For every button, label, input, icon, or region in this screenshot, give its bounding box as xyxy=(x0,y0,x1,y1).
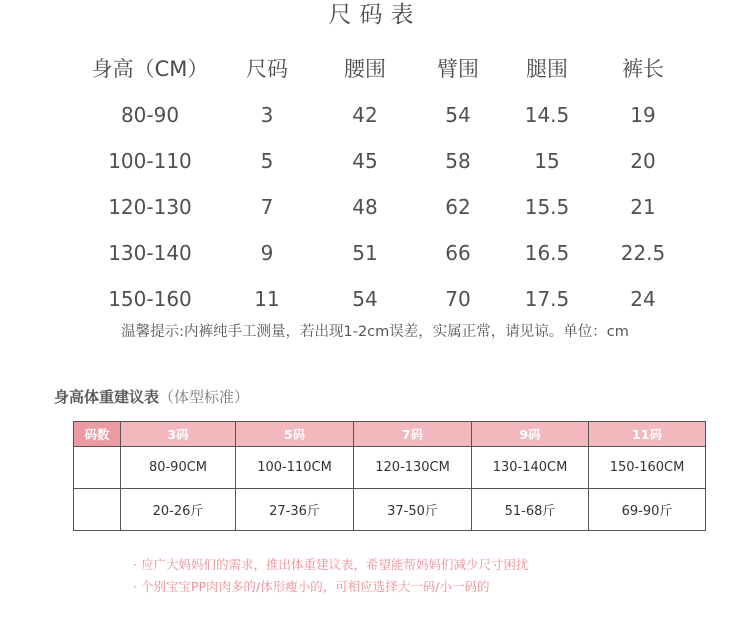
height-cell: 130-140CM xyxy=(472,447,589,489)
cell-leg: 16.5 xyxy=(524,241,570,265)
cell-leg: 14.5 xyxy=(524,103,570,127)
cell-arm: 70 xyxy=(445,287,471,311)
tips-list xyxy=(133,554,528,598)
height-row-label: 身高 xyxy=(74,447,121,489)
size-chart-header-row xyxy=(65,46,725,92)
cell-arm: 62 xyxy=(445,195,471,219)
cell-waist: 54 xyxy=(352,287,378,311)
height-cell: 120-130CM xyxy=(354,447,472,489)
cell-length: 22.5 xyxy=(620,241,666,265)
cell-height: 100-110 xyxy=(108,149,192,173)
cell-waist: 45 xyxy=(352,149,378,173)
cell-length: 20 xyxy=(630,149,656,173)
header-arm: 臂围 xyxy=(437,57,479,81)
cell-size: 5 xyxy=(260,149,274,173)
header-waist: 腰围 xyxy=(344,57,386,81)
weight-table-header-row xyxy=(74,422,706,447)
height-cell: 80-90CM xyxy=(121,447,236,489)
weight-row-label: 体重 xyxy=(74,489,121,531)
header-leg: 腿围 xyxy=(526,57,568,81)
cell-leg: 15.5 xyxy=(524,195,570,219)
size-header-label: 码数 xyxy=(74,422,121,447)
cell-height: 130-140 xyxy=(108,241,192,265)
cell-size: 7 xyxy=(260,195,274,219)
weight-row xyxy=(74,489,706,531)
size-header-cell: 7码 xyxy=(354,422,472,447)
weight-cell: 27-36斤 xyxy=(236,489,354,531)
cell-size: 9 xyxy=(260,241,274,265)
weight-cell: 69-90斤 xyxy=(589,489,706,531)
weight-cell: 37-50斤 xyxy=(354,489,472,531)
weight-section-title-main: 身高体重建议表 xyxy=(54,388,160,406)
cell-size: 11 xyxy=(254,287,280,311)
cell-length: 21 xyxy=(630,195,656,219)
size-chart-row xyxy=(65,184,725,230)
cell-arm: 66 xyxy=(445,241,471,265)
tip-item: · 应广大妈妈们的需求，推出体重建议表，希望能帮妈妈们减少尺寸困扰 xyxy=(133,557,529,572)
weight-section-title xyxy=(54,385,249,409)
header-size: 尺码 xyxy=(246,57,288,81)
cell-waist: 42 xyxy=(352,103,378,127)
size-header-cell: 9码 xyxy=(472,422,589,447)
weight-cell: 51-68斤 xyxy=(472,489,589,531)
cell-length: 24 xyxy=(630,287,656,311)
weight-suggestion-table xyxy=(73,421,706,531)
height-cell: 150-160CM xyxy=(589,447,706,489)
cell-length: 19 xyxy=(630,103,656,127)
cell-height: 150-160 xyxy=(108,287,192,311)
weight-cell: 20-26斤 xyxy=(121,489,236,531)
size-chart-row xyxy=(65,92,725,138)
tip-item: · 个别宝宝PP肉肉多的/体形瘦小的，可相应选择大一码/小一码的 xyxy=(133,579,490,594)
cell-height: 120-130 xyxy=(108,195,192,219)
header-length: 裤长 xyxy=(622,57,664,81)
header-height: 身高（CM） xyxy=(91,57,209,81)
height-cell: 100-110CM xyxy=(236,447,354,489)
size-chart-row xyxy=(65,276,725,322)
cell-leg: 17.5 xyxy=(524,287,570,311)
weight-section-subtitle: （体型标准） xyxy=(159,388,250,406)
cell-arm: 54 xyxy=(445,103,471,127)
cell-leg: 15 xyxy=(534,149,560,173)
cell-arm: 58 xyxy=(445,149,471,173)
size-chart-row xyxy=(65,138,725,184)
cell-height: 80-90 xyxy=(120,103,180,127)
cell-size: 3 xyxy=(260,103,274,127)
size-header-cell: 11码 xyxy=(589,422,706,447)
size-header-cell: 3码 xyxy=(121,422,236,447)
cell-waist: 48 xyxy=(352,195,378,219)
size-header-cell: 5码 xyxy=(236,422,354,447)
height-row xyxy=(74,447,706,489)
page-title: 尺码表 xyxy=(328,2,422,28)
size-chart-row xyxy=(65,230,725,276)
measurement-note: 温馨提示:内裤纯手工测量，若出现1-2cm误差，实属正常，请见谅。单位：cm xyxy=(121,324,629,340)
size-chart-table xyxy=(65,46,725,322)
cell-waist: 51 xyxy=(352,241,378,265)
